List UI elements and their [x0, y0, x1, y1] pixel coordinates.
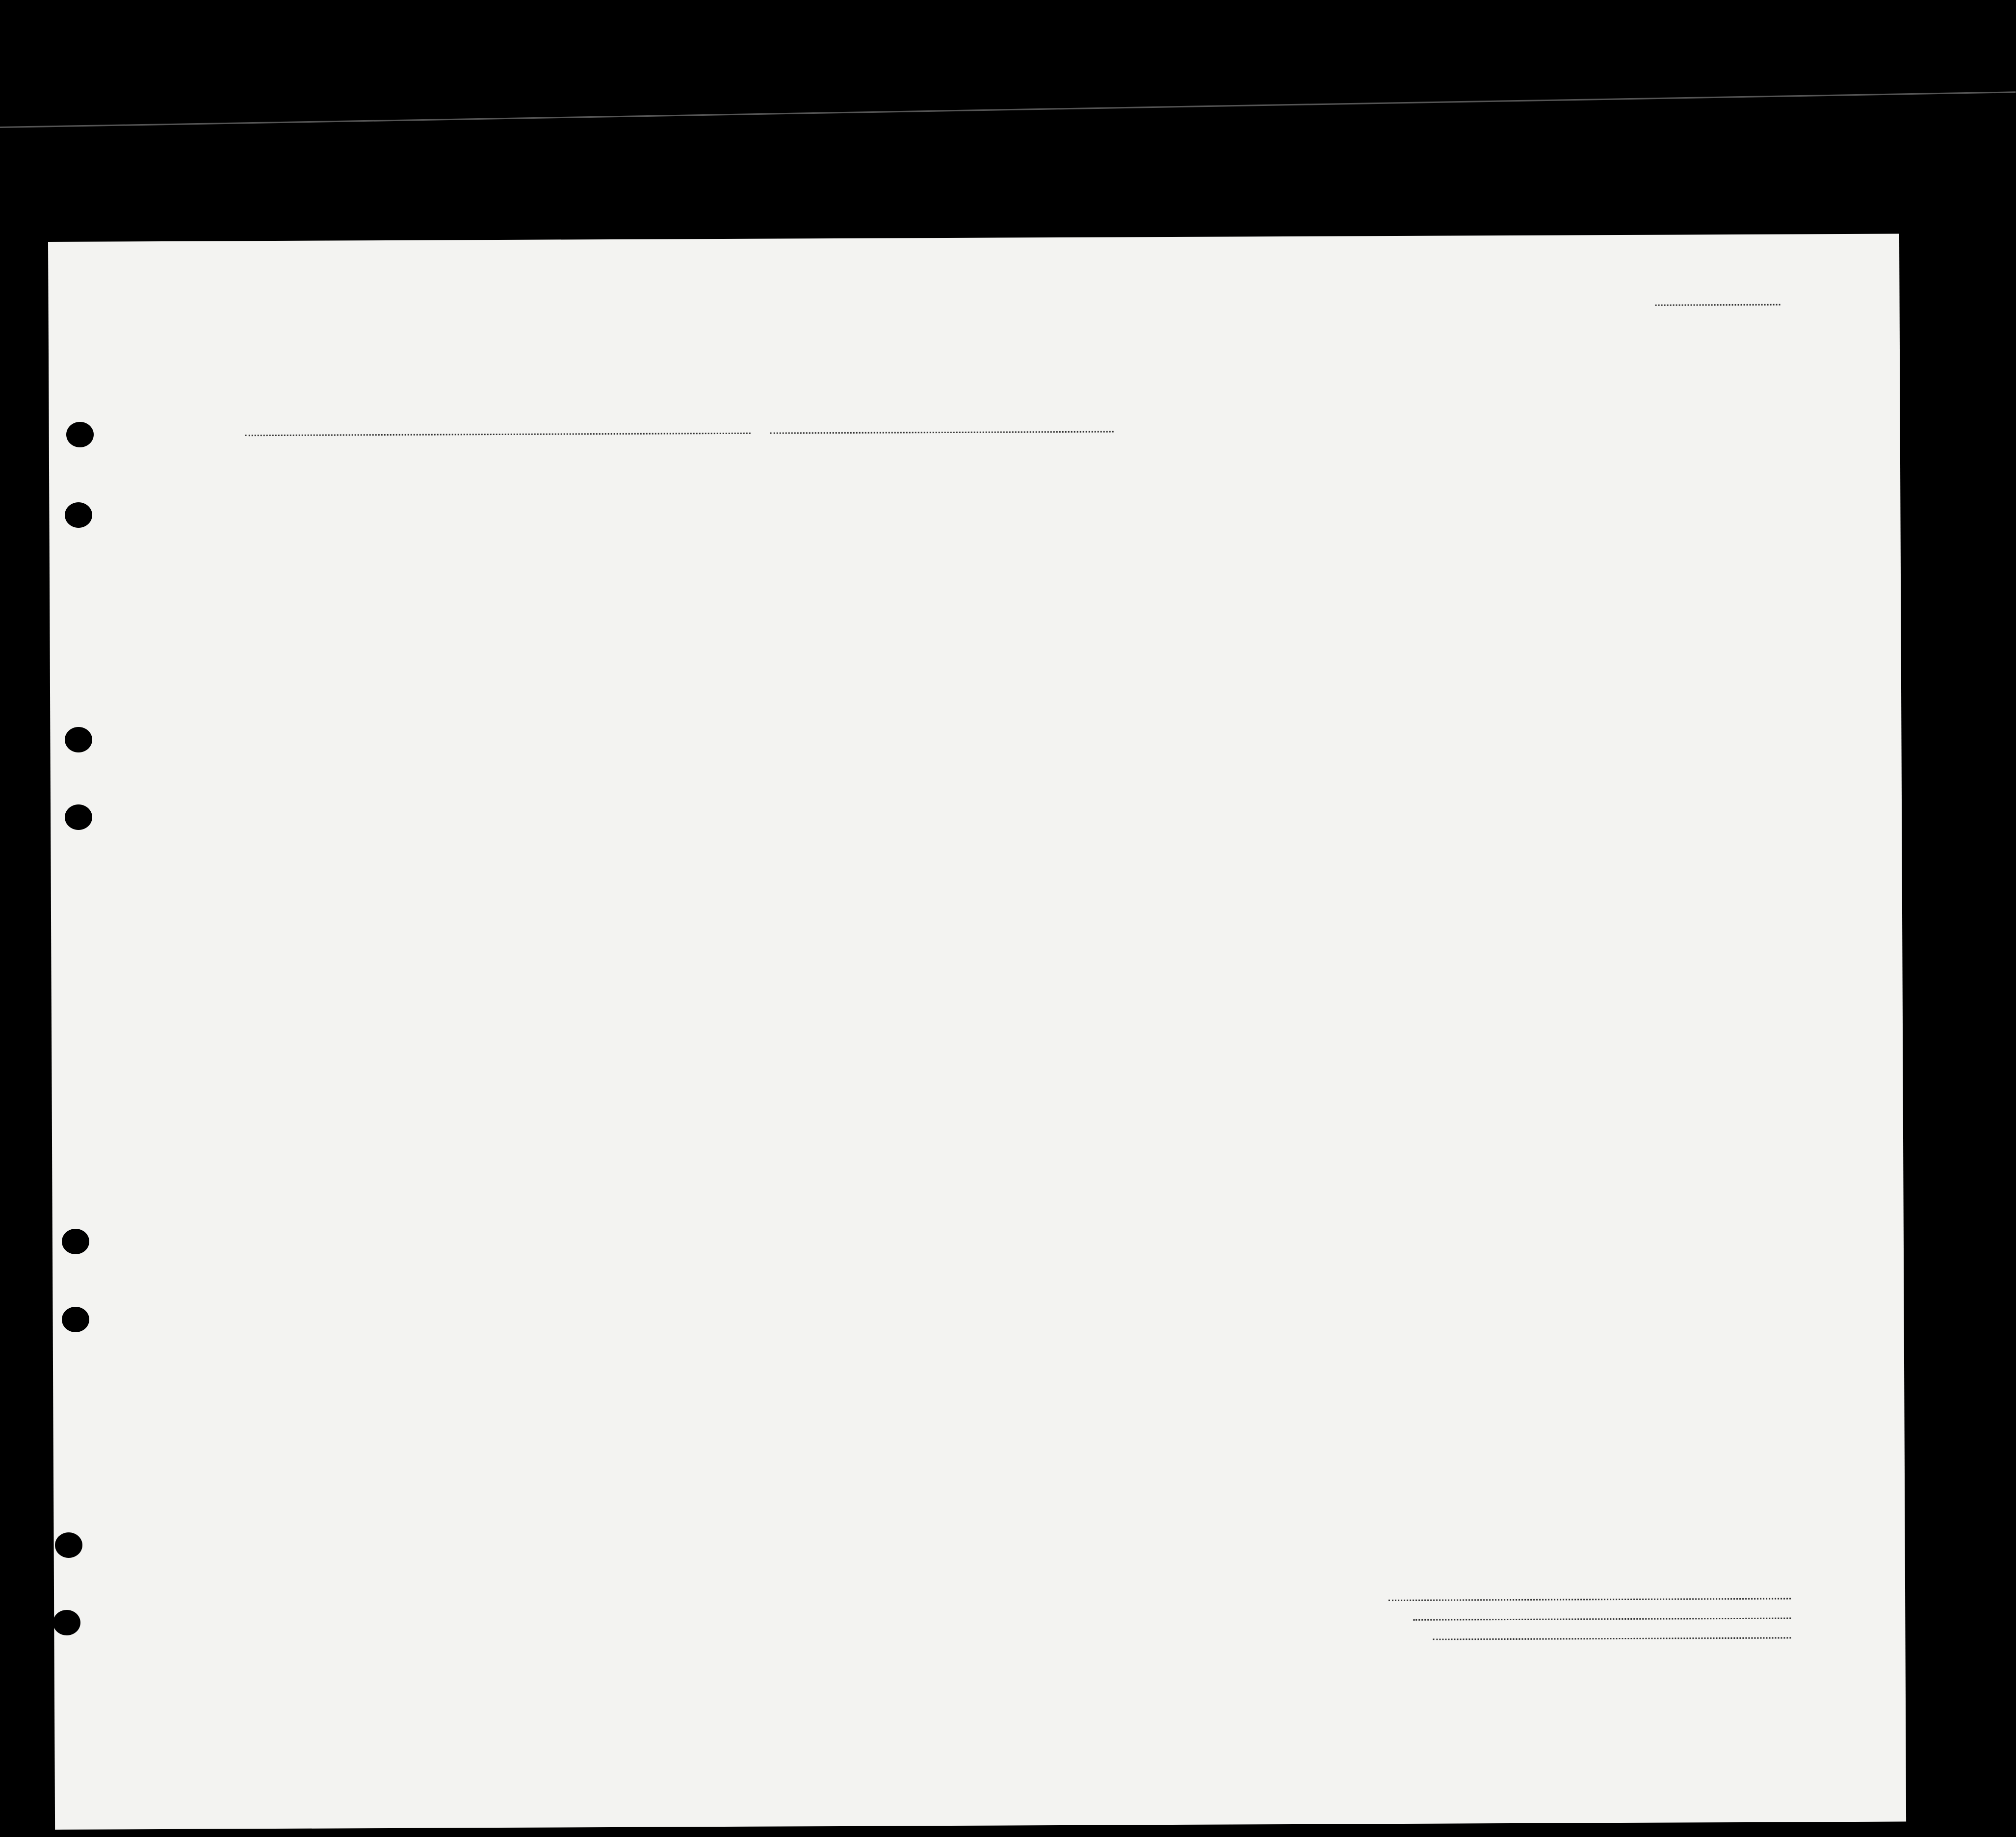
col26-header [1159, 502, 1173, 610]
col24-length [1058, 521, 1078, 614]
col24-citizen [1084, 521, 1109, 614]
col19-header [474, 492, 500, 615]
punch-hole [65, 727, 92, 752]
col30-header [1281, 501, 1296, 609]
col31-header [1300, 501, 1316, 609]
punch-hole [62, 1229, 89, 1254]
manifest-page [48, 234, 1906, 1830]
form-grid [48, 234, 1906, 1830]
punch-hole [62, 1307, 89, 1332]
col34-feet [1434, 574, 1446, 609]
punch-hole [65, 804, 92, 830]
punch-hole [65, 502, 92, 528]
punch-hole [66, 422, 94, 447]
punch-hole [53, 1610, 80, 1635]
col28-header [1197, 501, 1247, 609]
col21-header [585, 492, 610, 615]
col24-return [1012, 521, 1052, 614]
film-edge-marks [1447, 20, 2016, 78]
col27-header [1178, 502, 1194, 610]
col25-header [1116, 502, 1141, 610]
col29-header [1246, 501, 1277, 609]
film-frame-line [0, 91, 2016, 128]
col34-inches [1456, 569, 1467, 608]
punch-hole [55, 1532, 82, 1558]
